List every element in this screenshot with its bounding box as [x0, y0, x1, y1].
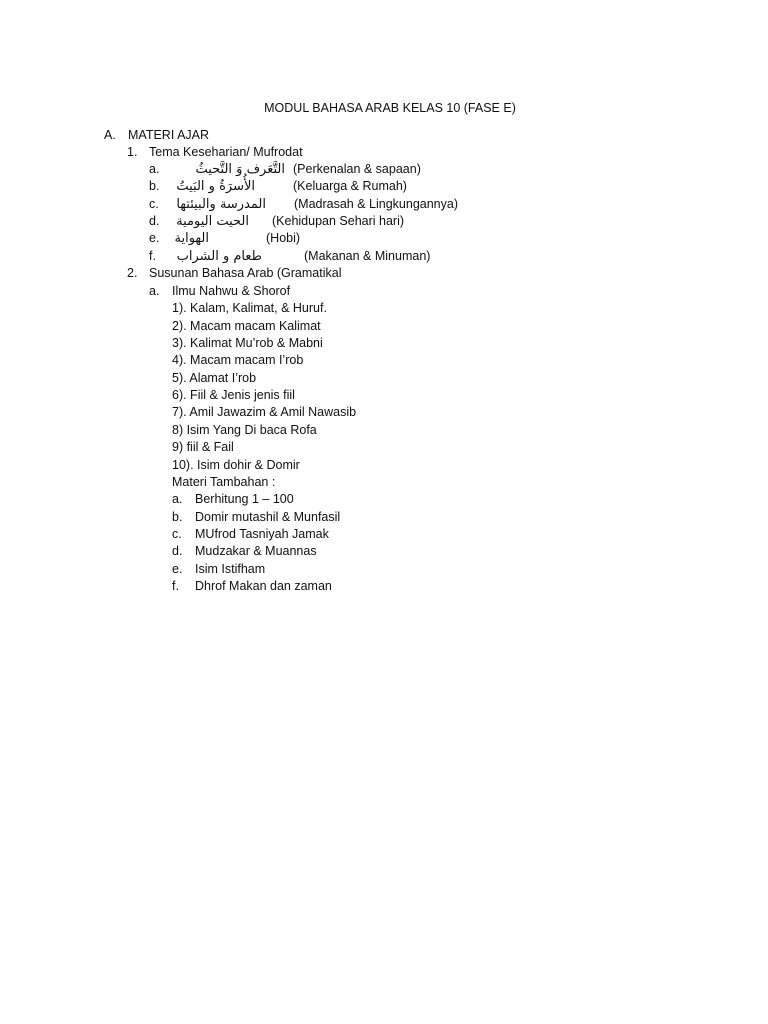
- extra-text: Berhitung 1 – 100: [195, 492, 294, 506]
- item-1-marker: 1.: [127, 145, 138, 159]
- extra-marker: e.: [172, 562, 183, 576]
- extra-heading: Materi Tambahan :: [172, 475, 276, 489]
- theme-gloss: (Hobi): [266, 231, 301, 245]
- theme-arabic: الحيت اليومية: [176, 214, 249, 229]
- extra-text: Isim Istifham: [195, 562, 266, 576]
- theme-gloss: (Madrasah & Lingkungannya): [294, 197, 458, 211]
- theme-marker: b.: [149, 179, 160, 193]
- extra-text: Domir mutashil & Munfasil: [195, 510, 341, 524]
- theme-arabic: الهواية: [174, 231, 209, 246]
- theme-gloss: (Kehidupan Sehari hari): [272, 214, 405, 228]
- lesson-item: 10). Isim dohir & Domir: [172, 458, 300, 472]
- extra-marker: a.: [172, 492, 183, 506]
- theme-arabic: المدرسة والبيئتها: [176, 197, 266, 212]
- extra-text: Mudzakar & Muannas: [195, 544, 317, 558]
- theme-marker: c.: [149, 197, 159, 211]
- extra-marker: d.: [172, 544, 183, 558]
- theme-item: [149, 248, 469, 265]
- lesson-item: 4). Macam macam I’rob: [172, 353, 304, 367]
- theme-item: [149, 178, 469, 195]
- item-2-label: Susunan Bahasa Arab (Gramatikal: [149, 266, 342, 280]
- lesson-item: 5). Alamat I’rob: [172, 371, 257, 385]
- theme-marker: d.: [149, 214, 160, 228]
- theme-item: [149, 230, 469, 247]
- extra-marker: c.: [172, 527, 182, 541]
- lesson-item: 7). Amil Jawazim & Amil Nawasib: [172, 405, 357, 419]
- theme-marker: a.: [149, 162, 160, 176]
- theme-item: [149, 213, 469, 230]
- extra-marker: f.: [172, 579, 179, 593]
- lesson-item: 6). Fiil & Jenis jenis fiil: [172, 388, 295, 402]
- item-2-marker: 2.: [127, 266, 138, 280]
- theme-item: [149, 161, 469, 178]
- section-label: MATERI AJAR: [128, 128, 210, 142]
- theme-arabic: طعام و الشراب: [176, 249, 262, 264]
- extra-text: Dhrof Makan dan zaman: [195, 579, 332, 593]
- extra-marker: b.: [172, 510, 183, 524]
- theme-item: [149, 196, 469, 213]
- sub-marker: a.: [149, 284, 160, 298]
- sub-label: Ilmu Nahwu & Shorof: [172, 284, 291, 298]
- extra-text: MUfrod Tasniyah Jamak: [195, 527, 329, 541]
- lesson-item: 9) fiil & Fail: [172, 440, 234, 454]
- theme-gloss: (Perkenalan & sapaan): [293, 162, 421, 176]
- theme-marker: e.: [149, 231, 160, 245]
- lesson-item: 8) Isim Yang Di baca Rofa: [172, 423, 317, 437]
- theme-gloss: (Makanan & Minuman): [304, 249, 431, 263]
- document-title: MODUL BAHASA ARAB KELAS 10 (FASE E): [264, 101, 516, 115]
- lesson-item: 2). Macam macam Kalimat: [172, 319, 321, 333]
- theme-arabic: التَّعَرف وَ التَّحيثُ: [195, 162, 285, 177]
- item-1-label: Tema Keseharian/ Mufrodat: [149, 145, 303, 159]
- section-marker: A.: [104, 128, 116, 142]
- theme-gloss: (Keluarga & Rumah): [293, 179, 407, 193]
- theme-arabic: الأُسرَةُ و البَيتُ: [176, 179, 255, 194]
- theme-marker: f.: [149, 249, 156, 263]
- lesson-item: 1). Kalam, Kalimat, & Huruf.: [172, 301, 327, 315]
- lesson-item: 3). Kalimat Mu’rob & Mabni: [172, 336, 323, 350]
